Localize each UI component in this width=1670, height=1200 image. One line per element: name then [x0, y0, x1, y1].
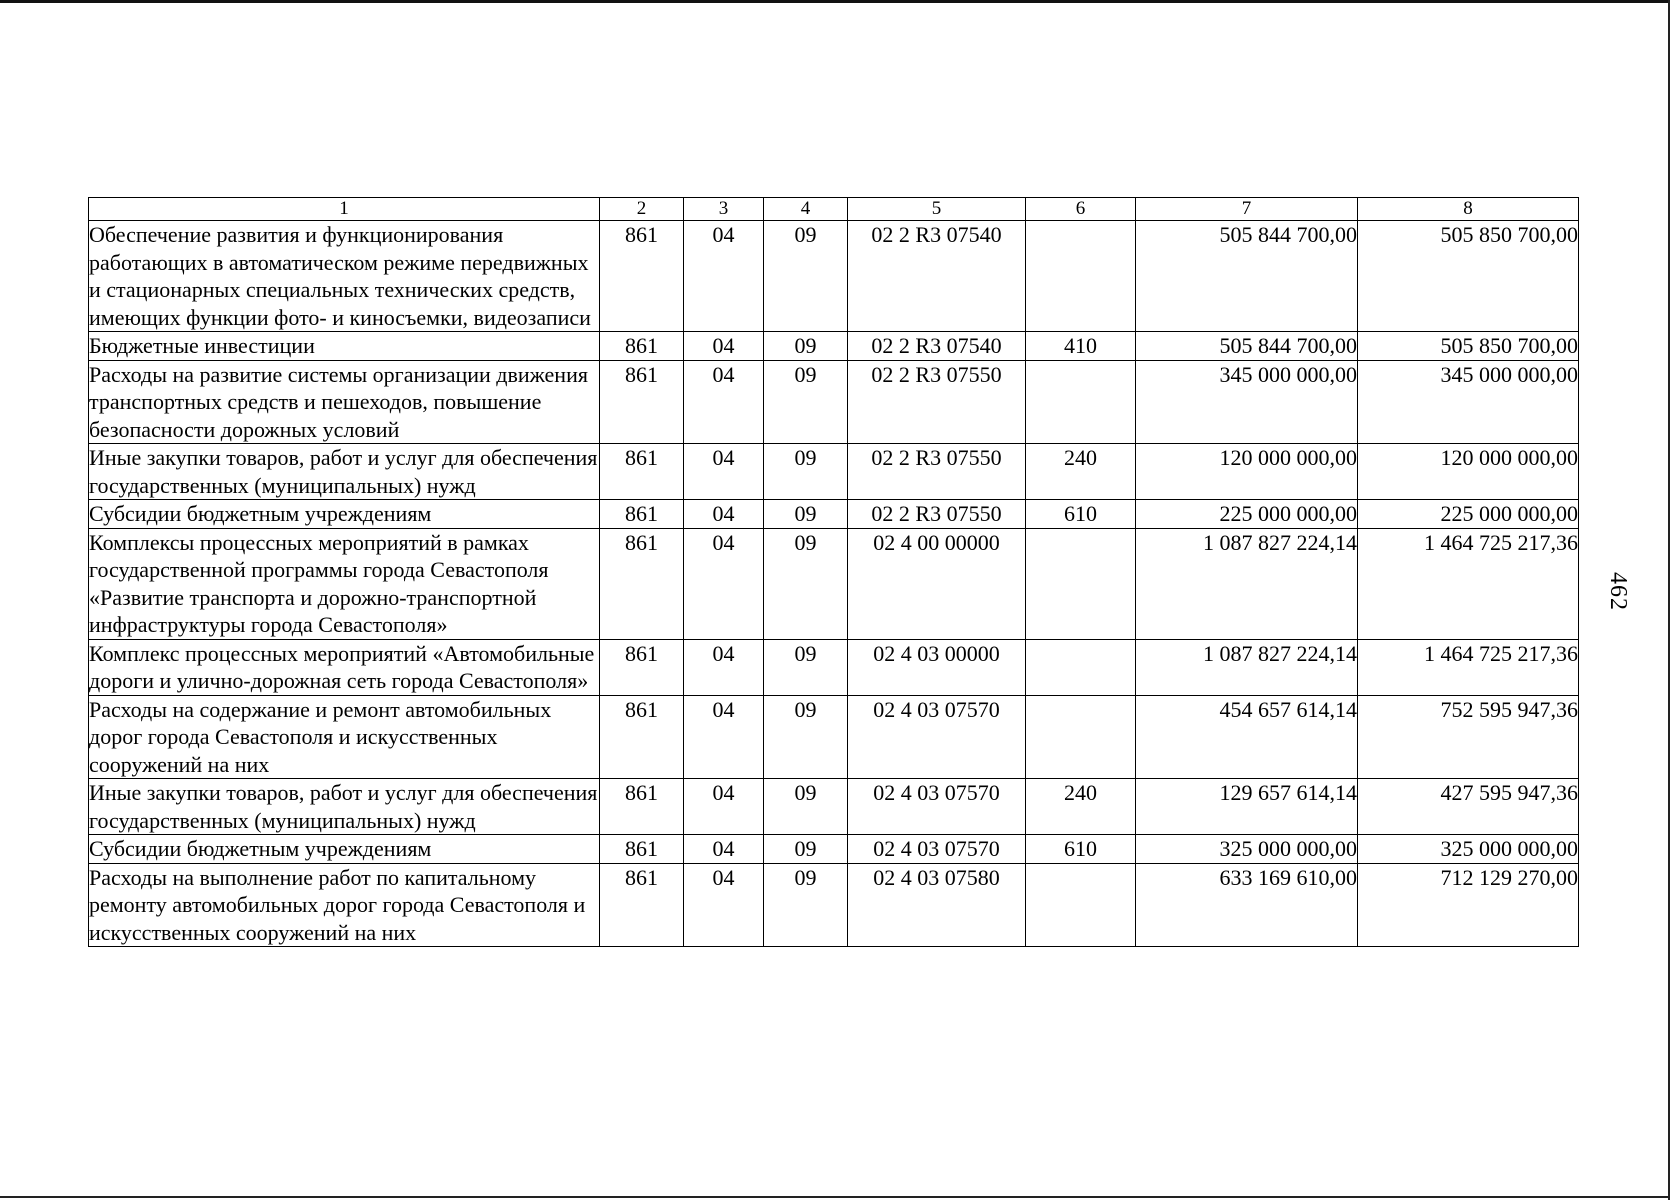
row-subsection-code: 09: [764, 528, 848, 639]
row-target-article: 02 4 03 07570: [848, 779, 1026, 835]
row-ministry-code: 861: [600, 221, 684, 332]
row-ministry-code: 861: [600, 332, 684, 361]
row-amount-col8: 345 000 000,00: [1358, 360, 1579, 444]
row-ministry-code: 861: [600, 500, 684, 529]
row-name: Комплекс процессных мероприятий «Автомобильные дороги и улично-дорожная сеть города Севастополя»: [89, 639, 600, 695]
row-section-code: 04: [684, 500, 764, 529]
header-col-1: 1: [89, 198, 600, 221]
row-ministry-code: 861: [600, 835, 684, 864]
row-subsection-code: 09: [764, 500, 848, 529]
row-ministry-code: 861: [600, 863, 684, 947]
table-row: [89, 360, 1579, 444]
row-section-code: 04: [684, 332, 764, 361]
row-expense-type: [1026, 528, 1136, 639]
row-subsection-code: 09: [764, 360, 848, 444]
row-expense-type: [1026, 360, 1136, 444]
row-amount-col7: 454 657 614,14: [1136, 695, 1358, 779]
row-section-code: 04: [684, 695, 764, 779]
row-target-article: 02 2 R3 07540: [848, 332, 1026, 361]
row-subsection-code: 09: [764, 639, 848, 695]
row-subsection-code: 09: [764, 779, 848, 835]
row-name: Иные закупки товаров, работ и услуг для обеспечения государственных (муниципальных) нужд: [89, 444, 600, 500]
row-section-code: 04: [684, 779, 764, 835]
row-target-article: 02 2 R3 07540: [848, 221, 1026, 332]
row-section-code: 04: [684, 528, 764, 639]
table-row: [89, 695, 1579, 779]
row-amount-col7: 1 087 827 224,14: [1136, 639, 1358, 695]
row-amount-col8: 120 000 000,00: [1358, 444, 1579, 500]
row-amount-col7: 129 657 614,14: [1136, 779, 1358, 835]
budget-table: [88, 197, 1579, 947]
row-section-code: 04: [684, 444, 764, 500]
row-name: Комплексы процессных мероприятий в рамках государственной программы города Севастополя «Развитие транспорта и дорожно-транспортной инфраструктуры города Севастополя»: [89, 528, 600, 639]
row-amount-col7: 345 000 000,00: [1136, 360, 1358, 444]
header-col-7: 7: [1136, 198, 1358, 221]
row-amount-col7: 633 169 610,00: [1136, 863, 1358, 947]
row-ministry-code: 861: [600, 639, 684, 695]
row-target-article: 02 4 03 07570: [848, 835, 1026, 864]
table-row: [89, 444, 1579, 500]
row-expense-type: 240: [1026, 444, 1136, 500]
row-expense-type: [1026, 221, 1136, 332]
row-subsection-code: 09: [764, 835, 848, 864]
row-amount-col7: 325 000 000,00: [1136, 835, 1358, 864]
row-subsection-code: 09: [764, 332, 848, 361]
row-expense-type: 610: [1026, 835, 1136, 864]
table-row: [89, 863, 1579, 947]
row-amount-col8: 1 464 725 217,36: [1358, 639, 1579, 695]
row-amount-col7: 1 087 827 224,14: [1136, 528, 1358, 639]
row-target-article: 02 4 00 00000: [848, 528, 1026, 639]
row-name: Обеспечение развития и функционирования работающих в автоматическом режиме передвижных и стационарных специальных технических средств, имеющих функции фото- и киносъемки, видеозаписи: [89, 221, 600, 332]
row-target-article: 02 2 R3 07550: [848, 444, 1026, 500]
row-section-code: 04: [684, 360, 764, 444]
row-name: Расходы на выполнение работ по капитальному ремонту автомобильных дорог города Севастополя и искусственных сооружений на них: [89, 863, 600, 947]
row-amount-col8: 1 464 725 217,36: [1358, 528, 1579, 639]
table-row: [89, 779, 1579, 835]
row-target-article: 02 4 03 07570: [848, 695, 1026, 779]
row-target-article: 02 2 R3 07550: [848, 500, 1026, 529]
header-col-6: 6: [1026, 198, 1136, 221]
header-col-8: 8: [1358, 198, 1579, 221]
table-header: [89, 198, 1579, 221]
row-name: Субсидии бюджетным учреждениям: [89, 835, 600, 864]
table-row: [89, 639, 1579, 695]
row-expense-type: [1026, 695, 1136, 779]
row-name: Бюджетные инвестиции: [89, 332, 600, 361]
header-row: [89, 198, 1579, 221]
row-subsection-code: 09: [764, 695, 848, 779]
page-bottom-edge: [0, 1196, 1670, 1198]
row-subsection-code: 09: [764, 863, 848, 947]
row-ministry-code: 861: [600, 360, 684, 444]
row-section-code: 04: [684, 221, 764, 332]
row-subsection-code: 09: [764, 444, 848, 500]
row-section-code: 04: [684, 863, 764, 947]
header-col-2: 2: [600, 198, 684, 221]
row-amount-col8: 752 595 947,36: [1358, 695, 1579, 779]
header-col-5: 5: [848, 198, 1026, 221]
row-amount-col7: 120 000 000,00: [1136, 444, 1358, 500]
row-expense-type: [1026, 863, 1136, 947]
row-target-article: 02 2 R3 07550: [848, 360, 1026, 444]
row-amount-col7: 505 844 700,00: [1136, 221, 1358, 332]
row-amount-col7: 505 844 700,00: [1136, 332, 1358, 361]
row-amount-col8: 427 595 947,36: [1358, 779, 1579, 835]
row-ministry-code: 861: [600, 779, 684, 835]
page-top-edge: [0, 0, 1670, 3]
row-name: Иные закупки товаров, работ и услуг для обеспечения государственных (муниципальных) нужд: [89, 779, 600, 835]
row-amount-col8: 225 000 000,00: [1358, 500, 1579, 529]
table-row: [89, 500, 1579, 529]
table-row: [89, 332, 1579, 361]
row-expense-type: 240: [1026, 779, 1136, 835]
row-ministry-code: 861: [600, 528, 684, 639]
row-expense-type: 410: [1026, 332, 1136, 361]
row-name: Расходы на развитие системы организации движения транспортных средств и пешеходов, повышение безопасности дорожных условий: [89, 360, 600, 444]
row-ministry-code: 861: [600, 695, 684, 779]
row-amount-col8: 505 850 700,00: [1358, 332, 1579, 361]
row-section-code: 04: [684, 835, 764, 864]
header-col-4: 4: [764, 198, 848, 221]
row-target-article: 02 4 03 00000: [848, 639, 1026, 695]
header-col-3: 3: [684, 198, 764, 221]
page-number: 462: [1605, 572, 1631, 611]
row-ministry-code: 861: [600, 444, 684, 500]
table-row: [89, 835, 1579, 864]
row-target-article: 02 4 03 07580: [848, 863, 1026, 947]
row-section-code: 04: [684, 639, 764, 695]
row-amount-col8: 505 850 700,00: [1358, 221, 1579, 332]
row-name: Расходы на содержание и ремонт автомобильных дорог города Севастополя и искусственных сооружений на них: [89, 695, 600, 779]
row-expense-type: 610: [1026, 500, 1136, 529]
table-row: [89, 221, 1579, 332]
row-amount-col8: 712 129 270,00: [1358, 863, 1579, 947]
row-subsection-code: 09: [764, 221, 848, 332]
table-body: [89, 221, 1579, 947]
table-row: [89, 528, 1579, 639]
row-amount-col8: 325 000 000,00: [1358, 835, 1579, 864]
row-name: Субсидии бюджетным учреждениям: [89, 500, 600, 529]
row-expense-type: [1026, 639, 1136, 695]
row-amount-col7: 225 000 000,00: [1136, 500, 1358, 529]
